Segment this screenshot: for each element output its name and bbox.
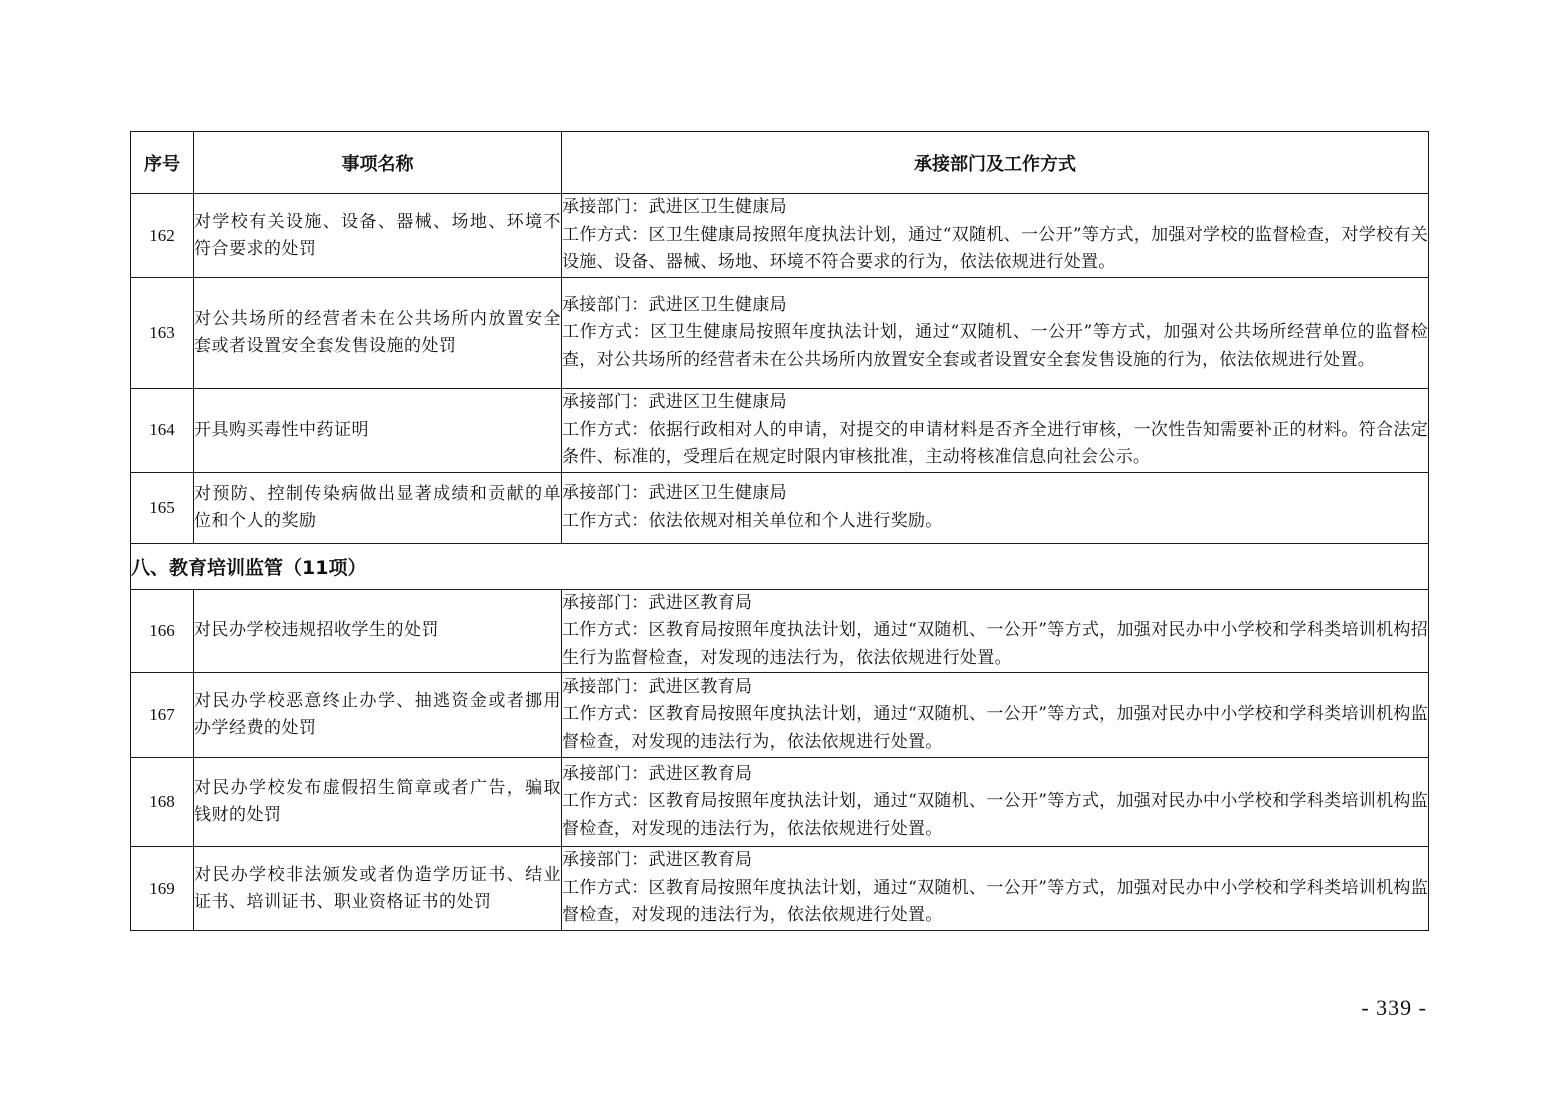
department-method <box>562 589 1429 673</box>
header-item-name: 事项名称 <box>194 132 562 194</box>
row-number: 166 <box>131 589 194 673</box>
method-text: 工作方式：依法依规对相关单位和个人进行奖励。 <box>562 510 943 531</box>
department-method <box>562 472 1429 543</box>
item-name: 对民办学校违规招收学生的处罚 <box>194 589 562 673</box>
row-number: 167 <box>131 673 194 758</box>
table-row <box>131 472 1429 543</box>
department-method <box>562 194 1429 278</box>
department-text: 承接部门：武进区教育局 <box>562 763 753 784</box>
row-number: 168 <box>131 758 194 847</box>
department-text: 承接部门：武进区教育局 <box>562 676 753 697</box>
department-method <box>562 673 1429 758</box>
method-text: 工作方式：区卫生健康局按照年度执法计划，通过“双随机、一公开”等方式，加强对学校的监督检查，对学校有关设施、设备、器械、场地、环境不符合要求的行为，依法依规进行处置。 <box>562 224 1428 273</box>
header-serial: 序号 <box>131 132 194 194</box>
department-text: 承接部门：武进区教育局 <box>562 592 753 613</box>
page-number: - 339 - <box>1361 995 1427 1020</box>
header-department-method: 承接部门及工作方式 <box>562 132 1429 194</box>
row-number: 163 <box>131 278 194 389</box>
method-text: 工作方式：区教育局按照年度执法计划，通过“双随机、一公开”等方式，加强对民办中小学校和学科类培训机构监督检查，对发现的违法行为，依法依规进行处置。 <box>562 704 1428 752</box>
department-text: 承接部门：武进区教育局 <box>562 850 753 871</box>
table-row <box>131 847 1429 931</box>
method-text: 工作方式：区教育局按照年度执法计划，通过“双随机、一公开”等方式，加强对民办中小学校和学科类培训机构监督检查，对发现的违法行为，依法依规进行处置。 <box>562 791 1428 839</box>
row-number: 164 <box>131 389 194 473</box>
table-row <box>131 673 1429 758</box>
department-text: 承接部门：武进区卫生健康局 <box>562 392 787 412</box>
method-text: 工作方式：区卫生健康局按照年度执法计划，通过“双随机、一公开”等方式，加强对公共场所经营单位的监督检查，对公共场所的经营者未在公共场所内放置安全套或者设置安全套发售设施的行为，依法依规进行处置。 <box>562 322 1428 370</box>
table-row <box>131 758 1429 847</box>
table-row <box>131 389 1429 473</box>
department-text: 承接部门：武进区卫生健康局 <box>562 294 787 315</box>
item-table <box>130 131 1429 931</box>
row-number: 165 <box>131 472 194 543</box>
department-method <box>562 389 1429 473</box>
table-row <box>131 278 1429 389</box>
header-row <box>131 132 1429 194</box>
department-method <box>562 278 1429 389</box>
department-text: 承接部门：武进区卫生健康局 <box>562 197 787 218</box>
item-name: 对民办学校非法颁发或者伪造学历证书、结业证书、培训证书、职业资格证书的处罚 <box>194 847 562 931</box>
row-number: 169 <box>131 847 194 931</box>
section-row <box>131 543 1429 589</box>
department-method <box>562 847 1429 931</box>
item-name: 对预防、控制传染病做出显著成绩和贡献的单位和个人的奖励 <box>194 472 562 543</box>
method-text: 工作方式：区教育局按照年度执法计划，通过“双随机、一公开”等方式，加强对民办中小学校和学科类培训机构招生行为监督检查，对发现的违法行为，依法依规进行处置。 <box>562 620 1428 668</box>
method-text: 工作方式：依据行政相对人的申请，对提交的申请材料是否齐全进行审核，一次性告知需要补正的材料。符合法定条件、标准的，受理后在规定时限内审核批准，主动将核准信息向社会公示。 <box>562 419 1428 467</box>
table-row <box>131 194 1429 278</box>
department-method <box>562 758 1429 847</box>
item-name: 对民办学校发布虚假招生简章或者广告，骗取钱财的处罚 <box>194 758 562 847</box>
department-text: 承接部门：武进区卫生健康局 <box>562 483 787 503</box>
item-name: 对民办学校恶意终止办学、抽逃资金或者挪用办学经费的处罚 <box>194 673 562 758</box>
table-row <box>131 589 1429 673</box>
item-name: 开具购买毒性中药证明 <box>194 389 562 473</box>
row-number: 162 <box>131 194 194 278</box>
item-name: 对公共场所的经营者未在公共场所内放置安全套或者设置安全套发售设施的处罚 <box>194 278 562 389</box>
item-name: 对学校有关设施、设备、器械、场地、环境不符合要求的处罚 <box>194 194 562 278</box>
method-text: 工作方式：区教育局按照年度执法计划，通过“双随机、一公开”等方式，加强对民办中小学校和学科类培训机构监督检查，对发现的违法行为，依法依规进行处置。 <box>562 877 1428 926</box>
section-title: 八、教育培训监管（11项） <box>131 543 1429 589</box>
